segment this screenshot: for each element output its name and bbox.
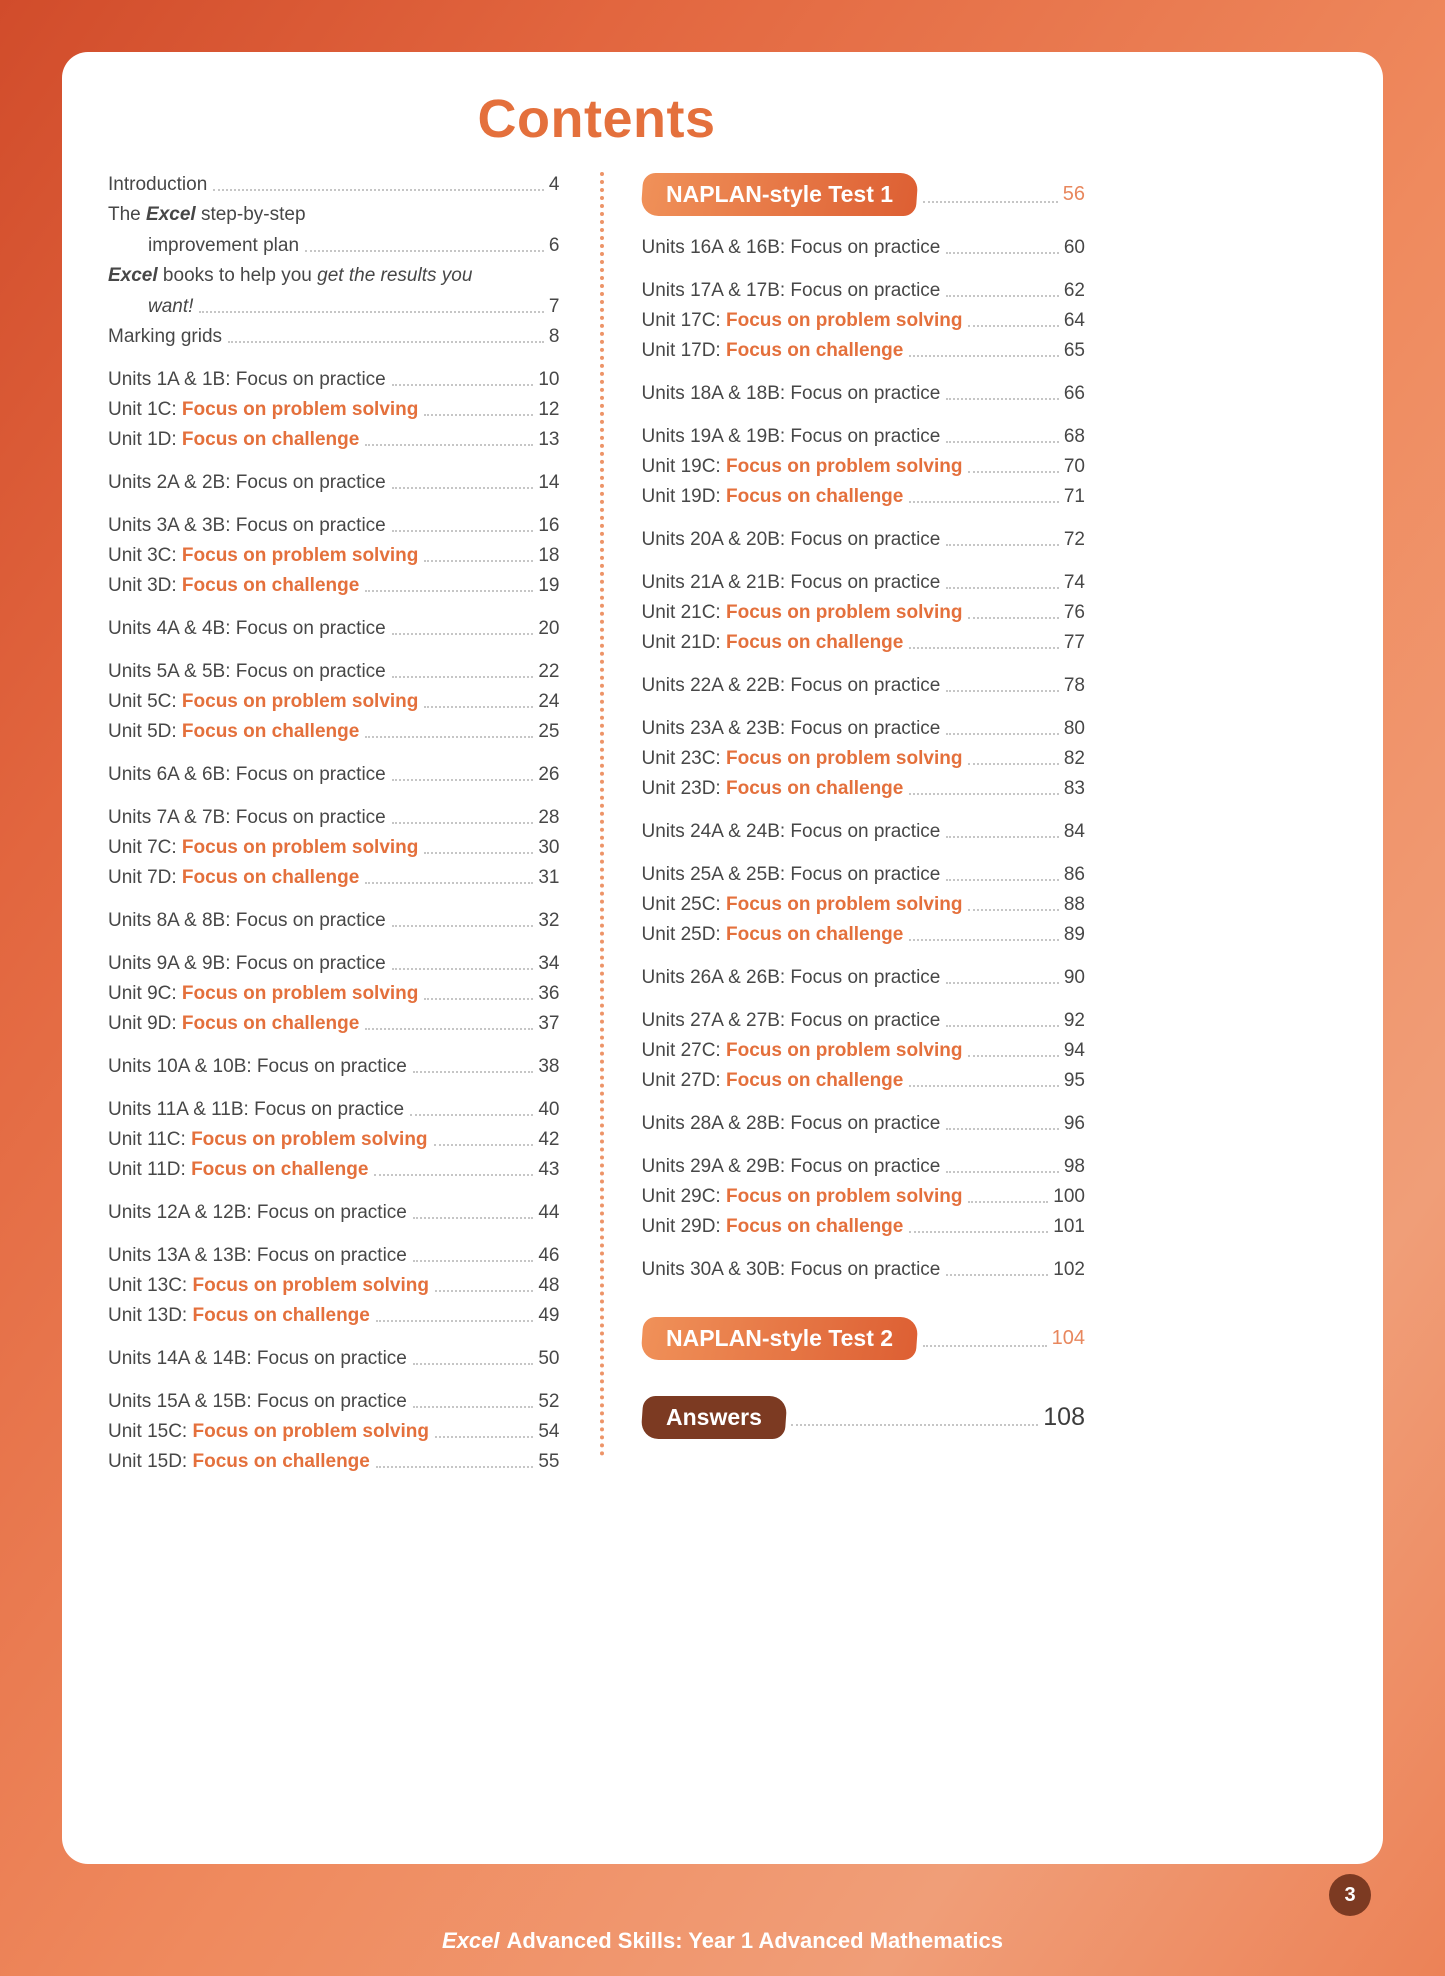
page-number: 7 [548, 296, 560, 317]
entry-label: improvement plan [148, 235, 300, 256]
leader-dots [946, 295, 1058, 297]
leader-dots [392, 676, 534, 678]
entry-label: Unit 21D: Focus on challenge [641, 632, 904, 653]
entry-label: Unit 25C: Focus on problem solving [641, 894, 963, 915]
toc-entry [108, 1158, 560, 1181]
page-number: 60 [1063, 237, 1085, 258]
leader-dots [946, 398, 1058, 400]
entry-label: Unit 21C: Focus on problem solving [641, 602, 963, 623]
entry-label: Unit 23D: Focus on challenge [641, 778, 904, 799]
page-number: 34 [538, 953, 560, 974]
leader-dots [424, 414, 533, 416]
leader-dots [413, 1363, 533, 1365]
toc-entry [642, 923, 1086, 946]
entry-label: Unit 25D: Focus on challenge [641, 924, 904, 945]
excel-brand: Excel [442, 1928, 500, 1953]
page-number: 84 [1063, 821, 1085, 842]
entry-label: Units 10A & 10B: Focus on practice [108, 1056, 407, 1077]
page-number: 82 [1063, 748, 1085, 769]
leader-dots [213, 189, 544, 191]
leader-dots [968, 617, 1058, 619]
page-number: 32 [538, 910, 560, 931]
toc-entry [642, 747, 1086, 770]
entry-label: Units 23A & 23B: Focus on practice [641, 718, 941, 739]
footer [0, 1928, 1445, 1954]
page-number: 49 [538, 1305, 560, 1326]
toc-entry [642, 309, 1086, 332]
page-number: 14 [538, 472, 560, 493]
page-number: 66 [1063, 383, 1085, 404]
toc-entry [108, 514, 560, 537]
entry-label: Unit 9D: Focus on challenge [108, 1013, 360, 1034]
leader-dots [946, 879, 1058, 881]
entry-label: Unit 5D: Focus on challenge [108, 721, 360, 742]
page-number: 102 [1053, 1259, 1085, 1280]
page-number: 76 [1063, 602, 1085, 623]
leader-dots [374, 1174, 533, 1176]
leader-dots [968, 1055, 1058, 1057]
entry-label: Units 28A & 28B: Focus on practice [641, 1113, 941, 1134]
entry-label: Unit 29C: Focus on problem solving [641, 1186, 963, 1207]
entry-label: Introduction [108, 174, 208, 195]
leader-dots [305, 250, 544, 252]
page-number: 80 [1063, 718, 1085, 739]
leader-dots [413, 1406, 533, 1408]
page-number: 62 [1063, 280, 1085, 301]
page-number: 10 [538, 369, 560, 390]
entry-label: Unit 3D: Focus on challenge [108, 575, 360, 596]
toc-entry [108, 660, 560, 683]
entry-label: Units 1A & 1B: Focus on practice [108, 369, 386, 390]
page-number: 40 [538, 1099, 560, 1120]
leader-dots [946, 733, 1058, 735]
page-number: 52 [538, 1391, 560, 1412]
page-number: 64 [1063, 310, 1085, 331]
toc-entry [108, 1304, 560, 1327]
page-number: 55 [538, 1451, 560, 1472]
page-number: 36 [538, 983, 560, 1004]
page-number: 86 [1063, 864, 1085, 885]
page-number: 71 [1063, 486, 1085, 507]
toc-entry [642, 1039, 1086, 1062]
toc-entry [108, 428, 560, 451]
page-number: 104 [1051, 1327, 1085, 1349]
page-number: 100 [1053, 1186, 1085, 1207]
entry-label: Units 6A & 6B: Focus on practice [108, 764, 386, 785]
leader-dots [946, 1171, 1058, 1173]
leader-dots [923, 201, 1058, 203]
leader-dots [946, 1274, 1048, 1276]
page-number: 65 [1063, 340, 1085, 361]
entry-label: Unit 7D: Focus on challenge [108, 867, 360, 888]
leader-dots [946, 690, 1058, 692]
entry-label: The Excel step-by-step [108, 204, 306, 225]
entry-label: Unit 9C: Focus on problem solving [108, 983, 419, 1004]
right-column [642, 166, 1086, 1473]
page-number: 78 [1063, 675, 1085, 696]
footer-text: Advanced Skills: Year 1 Advanced Mathematics [506, 1928, 1003, 1953]
entry-label: Units 15A & 15B: Focus on practice [108, 1391, 407, 1412]
toc-entry [108, 1347, 560, 1370]
entry-label: Unit 15C: Focus on problem solving [108, 1421, 429, 1442]
right-toc-list [642, 236, 1086, 1281]
entry-label: Units 13A & 13B: Focus on practice [108, 1245, 407, 1266]
toc-entry [108, 574, 560, 597]
entry-label: Unit 27D: Focus on challenge [641, 1070, 904, 1091]
leader-dots [435, 1436, 533, 1438]
entry-label: Units 4A & 4B: Focus on practice [108, 618, 386, 639]
leader-dots [909, 501, 1059, 503]
toc-entry [642, 1215, 1086, 1238]
toc-entry [642, 236, 1086, 259]
leader-dots [392, 779, 534, 781]
toc-entry [108, 471, 560, 494]
column-divider [600, 172, 604, 1457]
page-number: 92 [1063, 1010, 1085, 1031]
entry-label: Units 21A & 21B: Focus on practice [641, 572, 941, 593]
toc-entry [108, 1274, 560, 1297]
entry-label: Units 20A & 20B: Focus on practice [641, 529, 941, 550]
page-number: 19 [538, 575, 560, 596]
entry-label: Units 18A & 18B: Focus on practice [641, 383, 941, 404]
page-number: 54 [538, 1421, 560, 1442]
page-number: 25 [538, 721, 560, 742]
page-number: 38 [538, 1056, 560, 1077]
entry-label: Unit 23C: Focus on problem solving [641, 748, 963, 769]
page-number: 89 [1063, 924, 1085, 945]
page-number: 95 [1063, 1070, 1085, 1091]
leader-dots [946, 1025, 1058, 1027]
toc-entry [108, 763, 560, 786]
leader-dots [365, 590, 533, 592]
leader-dots [365, 736, 533, 738]
toc-entry [642, 601, 1086, 624]
entry-label: Units 19A & 19B: Focus on practice [641, 426, 941, 447]
toc-entry [108, 1128, 560, 1151]
entry-label: Unit 15D: Focus on challenge [108, 1451, 370, 1472]
leader-dots [946, 836, 1058, 838]
toc-entry [642, 571, 1086, 594]
page-number: 37 [538, 1013, 560, 1034]
leader-dots [968, 471, 1058, 473]
toc-entry [642, 279, 1086, 302]
toc-entry [642, 485, 1086, 508]
excel-brand: Excel [146, 204, 196, 225]
leader-dots [392, 968, 534, 970]
toc-entry [108, 1244, 560, 1267]
toc-entry [108, 982, 560, 1005]
toc-entry-introduction [108, 173, 560, 196]
toc-entry [642, 1155, 1086, 1178]
page-number: 94 [1063, 1040, 1085, 1061]
page-number: 30 [538, 837, 560, 858]
leader-dots [413, 1217, 533, 1219]
toc-entry [642, 966, 1086, 989]
entry-label: Units 24A & 24B: Focus on practice [641, 821, 941, 842]
page-number: 88 [1063, 894, 1085, 915]
page-number: 108 [1043, 1403, 1085, 1431]
entry-label: Units 17A & 17B: Focus on practice [641, 280, 941, 301]
toc-entry [108, 1420, 560, 1443]
entry-label: Unit 11D: Focus on challenge [108, 1159, 369, 1180]
leader-dots [946, 1128, 1058, 1130]
leader-dots [365, 882, 533, 884]
entry-label: Unit 1C: Focus on problem solving [108, 399, 419, 420]
toc-entry-marking-grids [108, 325, 560, 348]
leader-dots [946, 587, 1058, 589]
page-number: 31 [538, 867, 560, 888]
leader-dots [791, 1424, 1038, 1426]
toc-entry [108, 544, 560, 567]
leader-dots [435, 1290, 533, 1292]
entry-label: Units 22A & 22B: Focus on practice [641, 675, 941, 696]
page-number: 28 [538, 807, 560, 828]
leader-dots [392, 633, 534, 635]
toc-entry [108, 1390, 560, 1413]
toc-entry [108, 1450, 560, 1473]
leader-dots [909, 355, 1059, 357]
toc-entry [642, 777, 1086, 800]
page-number: 43 [538, 1159, 560, 1180]
entry-label: Units 30A & 30B: Focus on practice [641, 1259, 941, 1280]
toc-entry [108, 1201, 560, 1224]
toc-entry [642, 1009, 1086, 1032]
page-number: 44 [538, 1202, 560, 1223]
leader-dots [376, 1466, 534, 1468]
toc-entry [108, 836, 560, 859]
left-toc-list [108, 368, 560, 1473]
toc-entry [108, 952, 560, 975]
leader-dots [968, 909, 1058, 911]
toc-entry [642, 1258, 1086, 1281]
page-number: 18 [538, 545, 560, 566]
page-number: 13 [538, 429, 560, 450]
toc-entry [642, 717, 1086, 740]
toc-entry [108, 909, 560, 932]
toc-entry [642, 339, 1086, 362]
toc-entry [642, 382, 1086, 405]
entry-label: Units 8A & 8B: Focus on practice [108, 910, 386, 931]
toc-entry [108, 1055, 560, 1078]
entry-label: Units 7A & 7B: Focus on practice [108, 807, 386, 828]
leader-dots [424, 852, 533, 854]
leader-dots [909, 1085, 1059, 1087]
leader-dots [909, 939, 1059, 941]
leader-dots [434, 1144, 534, 1146]
entry-label: Units 25A & 25B: Focus on practice [641, 864, 941, 885]
answers-row [642, 1396, 1086, 1439]
naplan-test-2-row [642, 1317, 1086, 1360]
entry-label: Unit 29D: Focus on challenge [641, 1216, 904, 1237]
entry-label: Marking grids [108, 326, 223, 347]
page-number: 48 [538, 1275, 560, 1296]
leader-dots [968, 763, 1058, 765]
toc-entry [642, 863, 1086, 886]
leader-dots [946, 982, 1058, 984]
page-number: 72 [1063, 529, 1085, 550]
page-number: 90 [1063, 967, 1085, 988]
page-number: 70 [1063, 456, 1085, 477]
page-number: 98 [1063, 1156, 1085, 1177]
leader-dots [228, 341, 544, 343]
entry-label: Units 9A & 9B: Focus on practice [108, 953, 386, 974]
leader-dots [968, 1201, 1048, 1203]
entry-label: Unit 19C: Focus on problem solving [641, 456, 963, 477]
page-number: 20 [538, 618, 560, 639]
leader-dots [199, 311, 544, 313]
entry-label: Units 11A & 11B: Focus on practice [108, 1099, 405, 1120]
entry-label: Unit 1D: Focus on challenge [108, 429, 360, 450]
page-number: 26 [538, 764, 560, 785]
leader-dots [424, 998, 533, 1000]
leader-dots [392, 822, 534, 824]
entry-label: Units 16A & 16B: Focus on practice [641, 237, 941, 258]
page-number: 42 [538, 1129, 560, 1150]
entry-label: Units 29A & 29B: Focus on practice [641, 1156, 941, 1177]
toc-entry [108, 1012, 560, 1035]
leader-dots [946, 441, 1058, 443]
entry-label: Units 26A & 26B: Focus on practice [641, 967, 941, 988]
leader-dots [413, 1260, 533, 1262]
leader-dots [923, 1345, 1047, 1347]
page-number: 4 [548, 174, 560, 195]
page-number: 56 [1062, 183, 1085, 205]
entry-label: Units 27A & 27B: Focus on practice [641, 1010, 941, 1031]
entry-label: Units 2A & 2B: Focus on practice [108, 472, 386, 493]
page-title: Contents [477, 89, 716, 149]
entry-label: Unit 7C: Focus on problem solving [108, 837, 419, 858]
page-number: 24 [538, 691, 560, 712]
leader-dots [413, 1071, 533, 1073]
leader-dots [392, 487, 534, 489]
entry-label: Unit 27C: Focus on problem solving [641, 1040, 963, 1061]
leader-dots [365, 1028, 533, 1030]
entry-label: Excel books to help you get the results you [108, 265, 473, 286]
toc-entry [642, 1069, 1086, 1092]
leader-dots [424, 560, 533, 562]
toc-entry [108, 398, 560, 421]
page-number: 101 [1053, 1216, 1085, 1237]
toc-entry-excel-books [108, 264, 560, 318]
leader-dots [365, 444, 533, 446]
leader-dots [909, 1231, 1048, 1233]
leader-dots [376, 1320, 534, 1322]
leader-dots [946, 544, 1058, 546]
entry-label: Unit 17C: Focus on problem solving [641, 310, 963, 331]
page-number: 77 [1063, 632, 1085, 653]
entry-label: Unit 13C: Focus on problem solving [108, 1275, 429, 1296]
naplan-test-1-badge: NAPLAN-style Test 1 [640, 173, 918, 216]
entry-label: Unit 3C: Focus on problem solving [108, 545, 419, 566]
entry-label: Unit 13D: Focus on challenge [108, 1305, 370, 1326]
toc-entry-improvement-plan [108, 203, 560, 257]
entry-label: Unit 5C: Focus on problem solving [108, 691, 419, 712]
leader-dots [410, 1114, 533, 1116]
toc-entry [108, 866, 560, 889]
leader-dots [909, 793, 1059, 795]
leader-dots [392, 530, 534, 532]
leader-dots [968, 325, 1058, 327]
entry-label: Units 14A & 14B: Focus on practice [108, 1348, 407, 1369]
excel-brand: Excel [108, 265, 158, 286]
entry-label: Units 12A & 12B: Focus on practice [108, 1202, 407, 1223]
entry-label: Unit 17D: Focus on challenge [641, 340, 904, 361]
leader-dots [424, 706, 533, 708]
page-number: 83 [1063, 778, 1085, 799]
toc-entry [642, 674, 1086, 697]
columns [108, 166, 1085, 1473]
page-number: 12 [538, 399, 560, 420]
page-number: 68 [1063, 426, 1085, 447]
answers-badge: Answers [640, 1396, 787, 1439]
page-number: 96 [1063, 1113, 1085, 1134]
toc-entry [108, 617, 560, 640]
toc-entry [108, 720, 560, 743]
naplan-test-2-badge: NAPLAN-style Test 2 [640, 1317, 918, 1360]
toc-entry [108, 368, 560, 391]
leader-dots [392, 925, 534, 927]
leader-dots [392, 384, 534, 386]
page-number: 46 [538, 1245, 560, 1266]
entry-label: Unit 11C: Focus on problem solving [108, 1129, 428, 1150]
entry-label: Units 5A & 5B: Focus on practice [108, 661, 386, 682]
entry-label: Unit 19D: Focus on challenge [641, 486, 904, 507]
entry-label: want! [148, 296, 194, 317]
toc-entry [108, 690, 560, 713]
leader-dots [909, 647, 1059, 649]
page-number: 50 [538, 1348, 560, 1369]
toc-entry [642, 1185, 1086, 1208]
toc-entry [642, 631, 1086, 654]
page-number: 16 [538, 515, 560, 536]
toc-entry [642, 425, 1086, 448]
contents-area [108, 88, 1085, 1473]
toc-entry [108, 806, 560, 829]
toc-entry [642, 1112, 1086, 1135]
contents-card [62, 52, 1383, 1864]
entry-label: Units 3A & 3B: Focus on practice [108, 515, 386, 536]
page-number: 8 [548, 326, 560, 347]
naplan-test-1-row [642, 173, 1086, 216]
toc-entry [642, 455, 1086, 478]
toc-entry [642, 820, 1086, 843]
page-number: 22 [538, 661, 560, 682]
toc-entry [642, 528, 1086, 551]
page-number: 6 [548, 235, 560, 256]
page-number-badge: 3 [1329, 1874, 1371, 1916]
toc-entry [108, 1098, 560, 1121]
page-number: 74 [1063, 572, 1085, 593]
toc-entry [642, 893, 1086, 916]
left-column [108, 166, 560, 1473]
leader-dots [946, 252, 1058, 254]
